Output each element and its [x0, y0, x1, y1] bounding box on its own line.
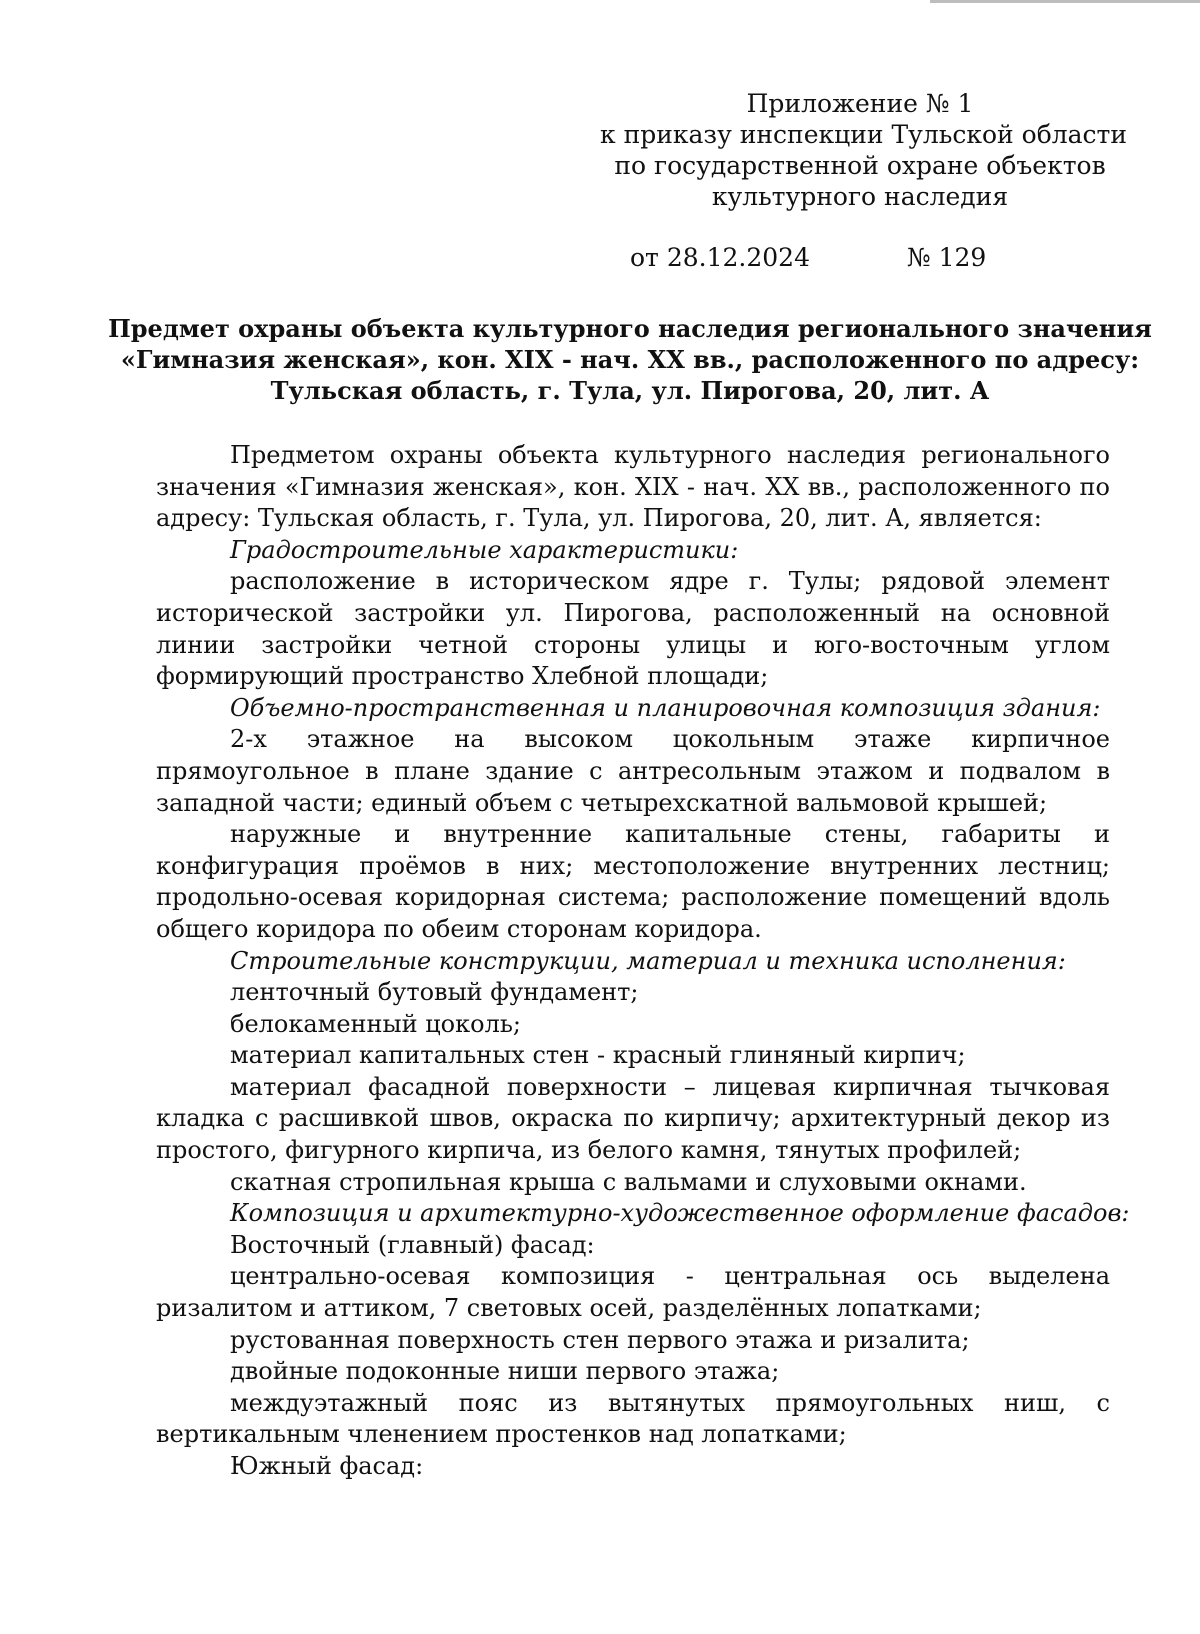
south-facade-title: Южный фасад: [230, 1452, 424, 1480]
document-title [100, 313, 1160, 406]
east-facade-item-4: междуэтажный пояс из вытянутых прямоугольных ниш, с вертикальным членением простенков над лопатками; [156, 1388, 1110, 1449]
title-line-1: Предмет охраны объекта культурного наследия регионального значения [108, 314, 1152, 343]
order-date: от 28.12.2024 [630, 243, 810, 272]
construction-item-2: белокаменный цоколь; [230, 1009, 521, 1038]
title-line-2: «Гимназия женская», кон. XIX - нач. XX вв., расположенного по адресу: [120, 345, 1140, 374]
section-heading-volume: Объемно-пространственная и планировочная композиция здания: [230, 693, 1101, 722]
construction-item-4: материал фасадной поверхности – лицевая кирпичная тычковая кладка с расшивкой швов, окраска по кирпичу; архитектурный декор из простого, фигурного кирпича, из белого камня, тянутых профилей; [156, 1072, 1110, 1165]
east-facade-item-2: рустованная поверхность стен первого этажа и ризалита; [230, 1325, 970, 1354]
urban-paragraph: расположение в историческом ядре г. Тулы; рядовой элемент исторической застройки ул. Пирогова, расположенный на основной линии застройки четной стороны улицы и юго-восточным углом формирующий пространство Хлебной площади; [156, 567, 1110, 691]
construction-item-1: ленточный бутовый фундамент; [230, 978, 639, 1007]
order-number: № 129 [907, 243, 987, 272]
east-facade-item-1: центрально-осевая композиция - центральная ось выделена ризалитом и аттиком, 7 световых осей, разделённых лопатками; [156, 1262, 1110, 1323]
appendix-line-2: к приказу инспекции Тульской области [600, 120, 1128, 149]
title-line-3: Тульская область, г. Тула, ул. Пирогова, 20, лит. А [270, 376, 990, 405]
section-heading-facades: Композиция и архитектурно-художественное оформление фасадов: [230, 1199, 1130, 1228]
appendix-header [600, 88, 1128, 212]
appendix-line-3: по государственной охране объектов [614, 151, 1106, 180]
construction-item-5: скатная стропильная крыша с вальмами и слуховыми окнами. [230, 1167, 1027, 1196]
volume-paragraph-2: наружные и внутренние капитальные стены, габариты и конфигурация проёмов в них; местоположение внутренних лестниц; продольно-осевая коридорная система; расположение помещений вдоль общего коридора по обеим сторонам коридора. [156, 820, 1110, 943]
scan-edge-mark [930, 0, 1200, 3]
construction-item-3: материал капитальных стен - красный глиняный кирпич; [230, 1041, 966, 1070]
appendix-number: Приложение № 1 [746, 89, 974, 118]
section-heading-urban: Градостроительные характеристики: [230, 535, 739, 564]
volume-paragraph-1: 2-х этажное на высоком цокольным этаже кирпичное прямоугольное в плане здание с антресольным этажом и подвалом в западной части; единый объем с четырехскатной вальмовой крышей; [156, 725, 1110, 817]
east-facade-item-3: двойные подоконные ниши первого этажа; [230, 1357, 780, 1386]
section-heading-construction: Строительные конструкции, материал и техника исполнения: [230, 946, 1066, 975]
intro-paragraph: Предметом охраны объекта культурного наследия регионального значения «Гимназия женская», кон. XIX - нач. XX вв., расположенного по адресу: Тульская область, г. Тула, ул. Пирогова, 20, лит. А, является: [156, 441, 1110, 533]
document-body [156, 440, 1130, 1483]
east-facade-title: Восточный (главный) фасад: [230, 1230, 595, 1259]
appendix-line-4: культурного наследия [711, 182, 1009, 211]
